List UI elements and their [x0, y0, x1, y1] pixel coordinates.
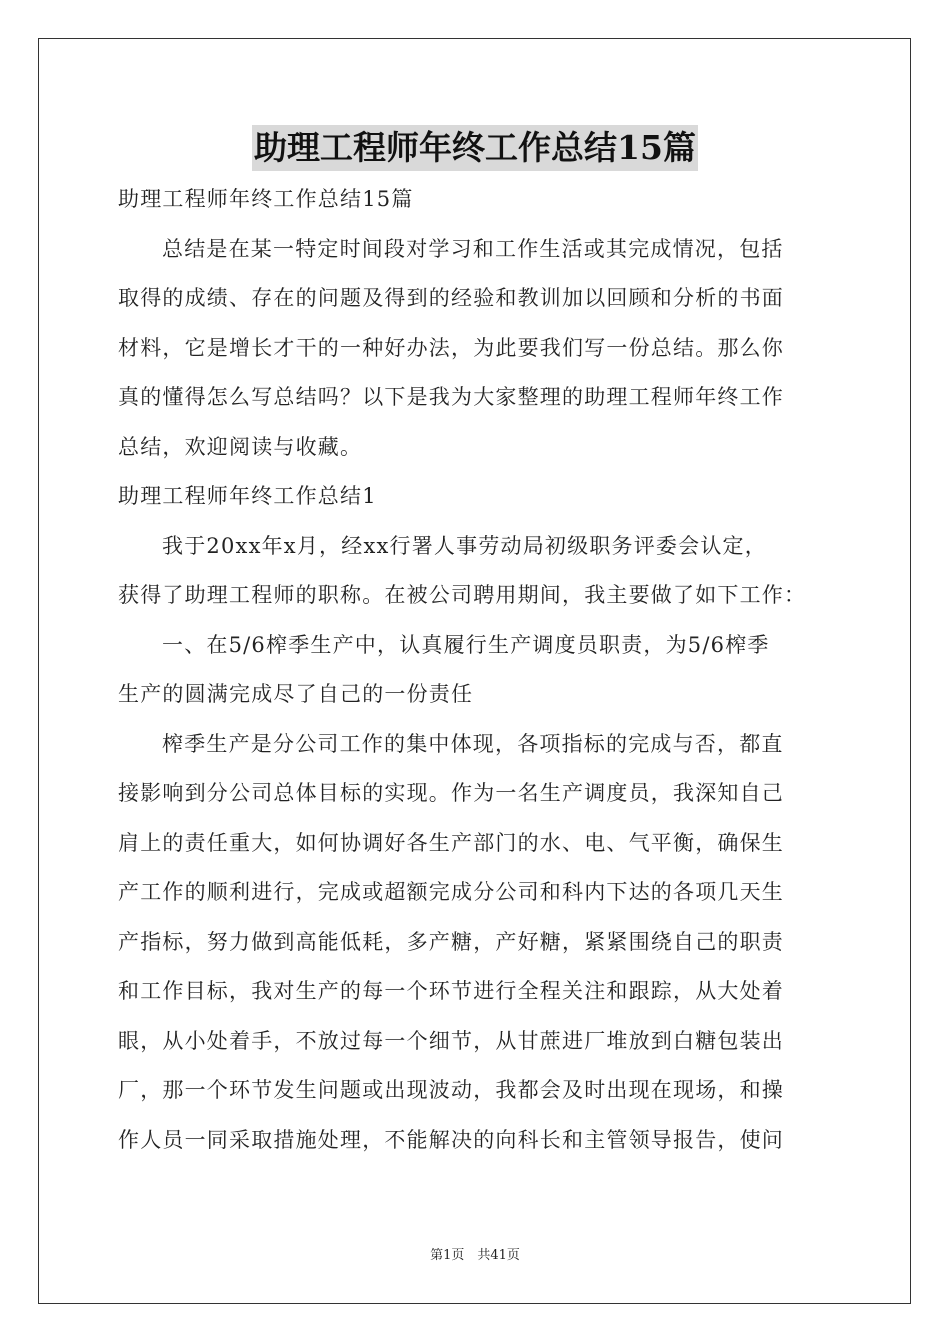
paragraph-line: 真的懂得怎么写总结吗？以下是我为大家整理的助理工程师年终工作: [118, 385, 784, 409]
paragraph-line: 产指标，努力做到高能低耗，多产糖，产好糖，紧紧围绕自己的职责: [118, 929, 784, 954]
title-container: [0, 125, 950, 171]
paragraph-line: 获得了助理工程师的职称。在被公司聘用期间，我主要做了如下工作：: [118, 583, 807, 607]
paragraph-line: 我于20xx年x月，经xx行署人事劳动局初级职务评委会认定，: [162, 533, 767, 558]
paragraph-line: 厂，那一个环节发生问题或出现波动，我都会及时出现在现场，和操: [118, 1078, 784, 1102]
page-footer: 第1页 共41页: [430, 1248, 520, 1263]
paragraph-line: 取得的成绩、存在的问题及得到的经验和教训加以回顾和分析的书面: [118, 286, 784, 310]
paragraph-line: 总结，欢迎阅读与收藏。: [118, 434, 363, 459]
paragraph-line: 材料，它是增长才干的一种好办法，为此要我们写一份总结。那么你: [118, 335, 784, 360]
paragraph-line: 总结是在某一特定时间段对学习和工作生活或其完成情况，包括: [162, 236, 784, 261]
paragraph-line: 作人员一同采取措施处理，不能解决的向科长和主管领导报告，使问: [118, 1127, 784, 1152]
paragraph-line: 榨季生产是分公司工作的集中体现，各项指标的完成与否，都直: [162, 731, 784, 756]
section-heading: 助理工程师年终工作总结1: [118, 484, 377, 508]
document-title: 助理工程师年终工作总结15篇: [252, 125, 698, 171]
paragraph-line: 接影响到分公司总体目标的实现。作为一名生产调度员，我深知自己: [118, 781, 784, 805]
subtitle-line: 助理工程师年终工作总结15篇: [118, 187, 414, 211]
paragraph-line: 肩上的责任重大，如何协调好各生产部门的水、电、气平衡，确保生: [118, 830, 784, 855]
paragraph-line: 生产的圆满完成尽了自己的一份责任: [118, 682, 474, 706]
paragraph-line: 眼，从小处着手，不放过每一个细节，从甘蔗进厂堆放到白糖包装出: [118, 1028, 784, 1053]
paragraph-line: 一、在5/6榨季生产中，认真履行生产调度员职责，为5/6榨季: [162, 632, 770, 657]
paragraph-line: 产工作的顺利进行，完成或超额完成分公司和科内下达的各项几天生: [118, 880, 784, 904]
paragraph-line: 和工作目标，我对生产的每一个环节进行全程关注和跟踪，从大处着: [118, 979, 784, 1003]
document-body: [118, 175, 838, 1165]
